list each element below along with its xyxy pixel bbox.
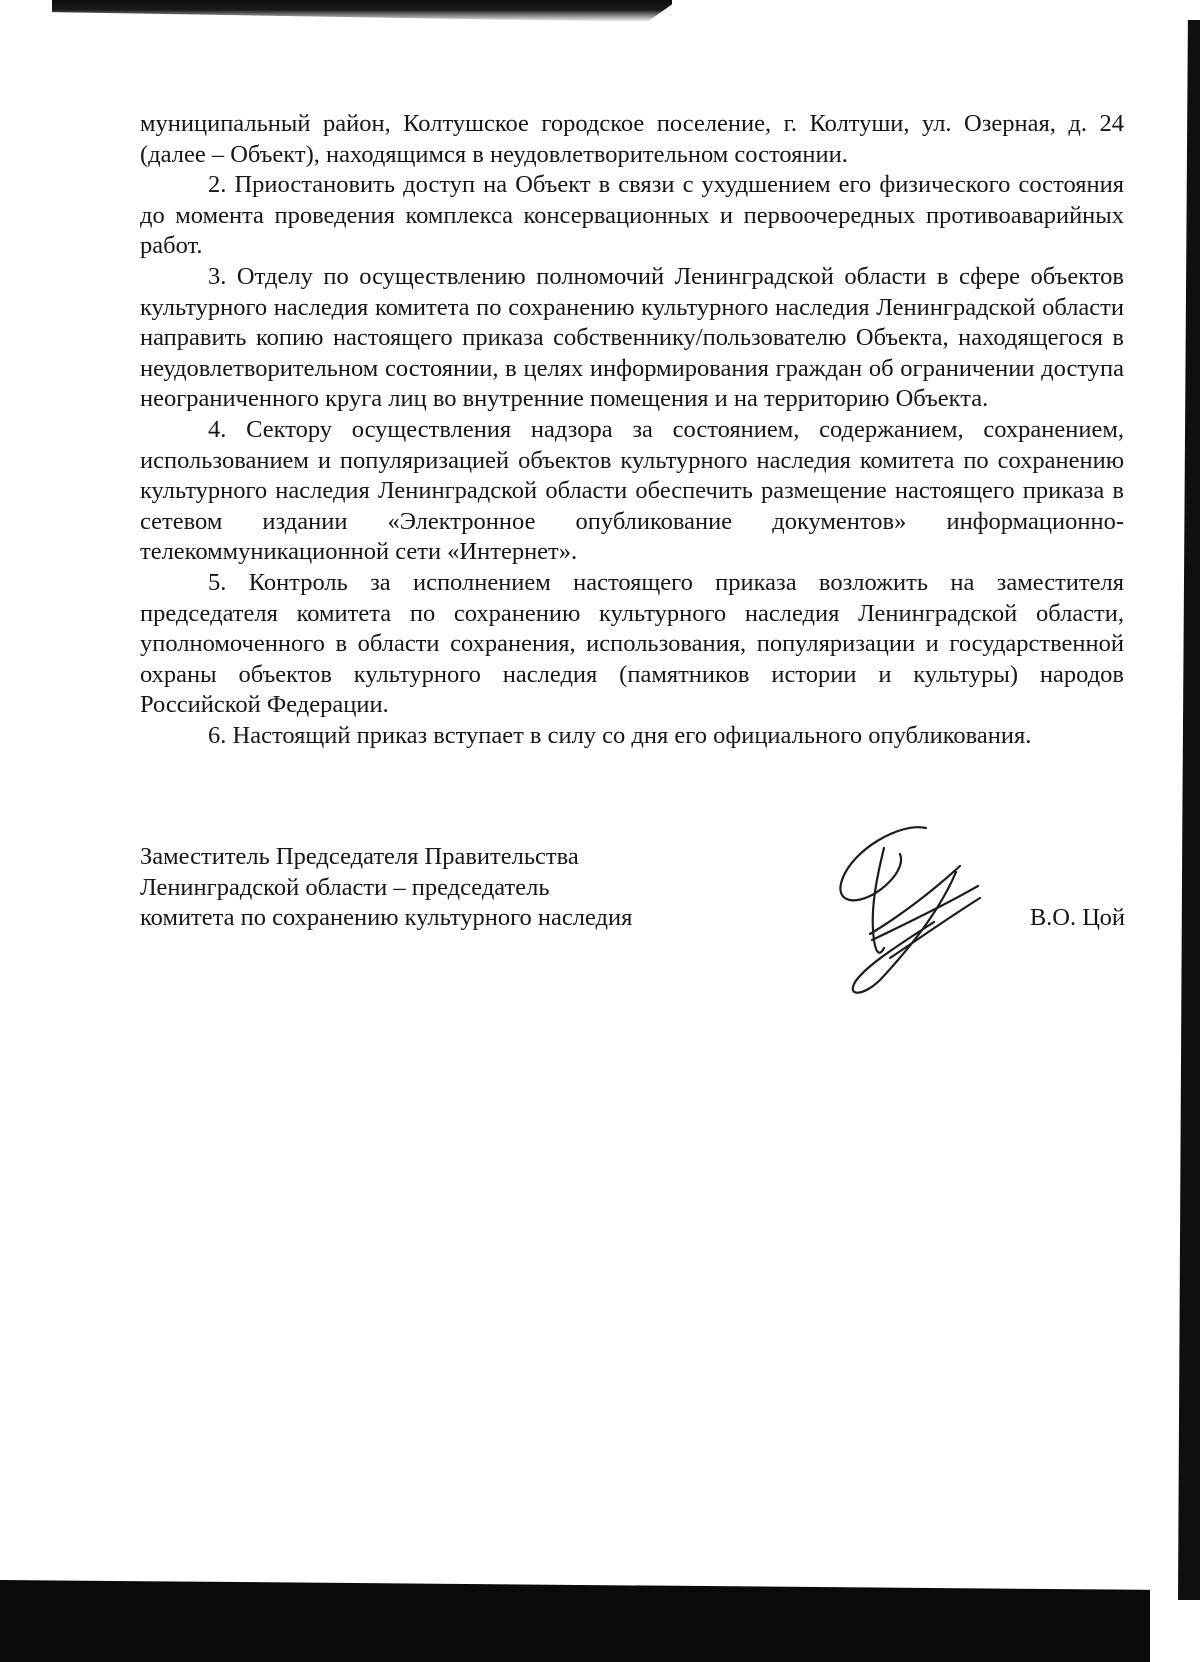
paragraph-item-4: 4. Сектору осуществления надзора за состоянием, содержанием, сохранением, использованием и популяризацией объектов культурного наследия комитета по сохранению культурного наследия Ленинградской области обеспечить размещение настоящего приказа в сетевом издании «Электронное опубликование документов» информационно-телекоммуникационной сети «Интернет». <box>140 415 1124 566</box>
scan-edge-right <box>1178 20 1200 1600</box>
signatory-name: В.О. Цой <box>1029 904 1125 931</box>
document-body <box>140 109 1124 751</box>
handwritten-signature <box>830 820 1020 1000</box>
paragraph-continuation: муниципальный район, Колтушское городское поселение, г. Колтуши, ул. Озерная, д. 24 (далее – Объект), находящимся в неудовлетворительном состоянии. <box>140 110 1124 168</box>
signatory-title-line: Заместитель Председателя Правительства <box>140 843 579 870</box>
scan-edge-bottom <box>0 1580 1150 1662</box>
scan-edge-top <box>52 0 672 22</box>
paragraph-item-5: 5. Контроль за исполнением настоящего приказа возложить на заместителя председателя комитета по сохранению культурного наследия Ленинградской области, уполномоченного в области сохранения, использования, популяризации и государственной охраны объектов культурного наследия (памятников истории и культуры) народов Российской Федерации. <box>140 568 1124 719</box>
paragraph-item-3: 3. Отделу по осуществлению полномочий Ленинградской области в сфере объектов культурного наследия комитета по сохранению культурного наследия Ленинградской области направить копию настоящего приказа собственнику/пользователю Объекта, находящегося в неудовлетворительном состоянии, в целях информирования граждан об ограничении доступа неограниченного круга лиц во внутренние помещения и на территорию Объекта. <box>140 262 1124 413</box>
signatory-title-line: комитета по сохранению культурного наследия <box>140 904 633 932</box>
signatory-title <box>140 842 740 934</box>
paragraph-item-6: 6. Настоящий приказ вступает в силу со дня его официального опубликования. <box>208 721 1032 749</box>
paragraph-item-2: 2. Приостановить доступ на Объект в связи с ухудшением его физического состояния до момента проведения комплекса консервационных и первоочередных противоаварийных работ. <box>140 171 1124 260</box>
signatory-title-line: Ленинградской области – председатель <box>140 873 550 901</box>
